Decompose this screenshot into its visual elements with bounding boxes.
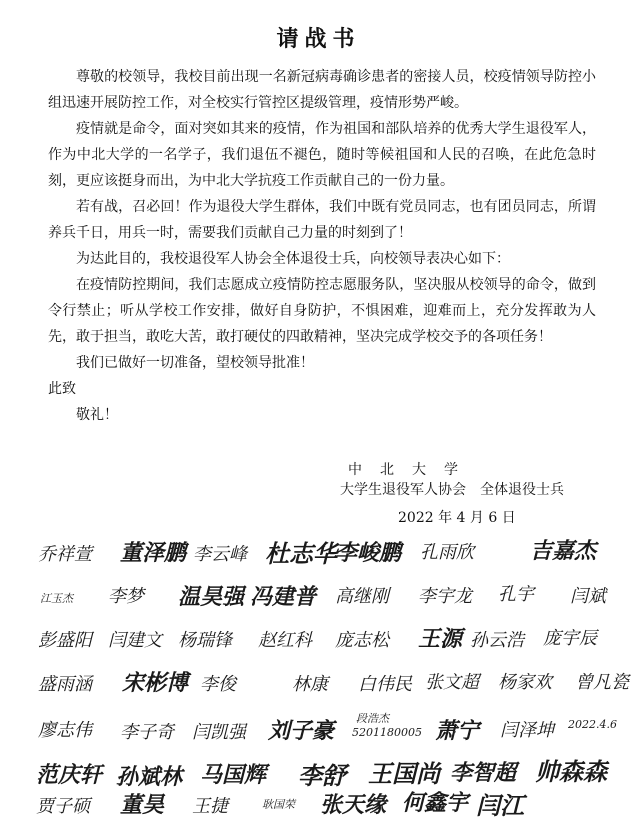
paragraph-4: 为达此目的，我校退役军人协会全体退役士兵，向校领导表决心如下： bbox=[76, 251, 510, 267]
signature: 闫泽坤 bbox=[500, 720, 554, 741]
signature: 孔雨欣 bbox=[420, 542, 474, 563]
signature: 孔宇 bbox=[498, 584, 534, 605]
school-name: 中北大学 bbox=[348, 462, 476, 478]
signature: 张天缘 bbox=[320, 792, 387, 818]
signature: 段浩杰 bbox=[356, 712, 389, 725]
handwritten-signatures bbox=[0, 530, 637, 818]
signature: 李峻鹏 bbox=[335, 540, 402, 566]
association-name: 大学生退役军人协会 bbox=[340, 482, 466, 498]
signature: 李舒 bbox=[298, 761, 346, 790]
signature: 孙云浩 bbox=[470, 630, 524, 651]
signature: 贾子硕 bbox=[36, 796, 90, 817]
signature: 董昊 bbox=[120, 792, 165, 818]
paragraph-6: 我们已做好一切准备，望校领导批准！ bbox=[76, 355, 314, 371]
signature: 庞宇辰 bbox=[543, 628, 597, 649]
signature: 萧宁 bbox=[435, 718, 480, 744]
signature: 温昊强 bbox=[178, 584, 245, 610]
document-title: 请战书 bbox=[276, 27, 361, 52]
paragraph-2: 疫情就是命令，面对突如其来的疫情，作为祖国和部队培养的优秀大学生退役军人，作为中北大学的一名学子，我们退伍不褪色，随时等候祖国和人民的召唤，在此危急时刻，更应该挺身而出，为中北大学抗疫工作贡献自己的一份力量。 bbox=[48, 121, 596, 189]
letter-body bbox=[48, 64, 596, 428]
signature: 林康 bbox=[292, 674, 328, 695]
signature: 李梦 bbox=[108, 586, 144, 607]
org-row bbox=[340, 480, 610, 500]
signature: 杨家欢 bbox=[498, 672, 552, 693]
paragraph-1: 尊敬的校领导，我校目前出现一名新冠病毒确诊患者的密接人员，校疫情领导防控小组迅速开展防控工作，对全校实行管控区提级管理，疫情形势严峻。 bbox=[48, 69, 596, 111]
signature: 张文超 bbox=[425, 672, 479, 693]
signature: 庞志松 bbox=[335, 630, 389, 651]
paragraph-3: 若有战，召必回！作为退役大学生群体，我们中既有党员同志，也有团员同志，所谓养兵千日，用兵一时，需要我们贡献自己力量的时刻到了！ bbox=[48, 199, 596, 241]
signature: 王国尚 bbox=[368, 759, 440, 788]
signature: 王源 bbox=[418, 626, 463, 652]
signature: 赵红科 bbox=[258, 630, 312, 651]
signature-block bbox=[340, 460, 610, 528]
signature: 杨瑞锋 bbox=[178, 630, 232, 651]
signature: 乔祥萱 bbox=[38, 544, 92, 565]
signature: 2022.4.6 bbox=[568, 718, 617, 731]
signature: 闫江 bbox=[476, 791, 524, 820]
signature: 王捷 bbox=[192, 796, 228, 817]
signature: 李宇龙 bbox=[418, 586, 472, 607]
signature: 江玉杰 bbox=[40, 592, 73, 605]
signature: 吉嘉杰 bbox=[530, 538, 597, 564]
signature: 曾凡瓷 bbox=[575, 672, 629, 693]
signature: 李智超 bbox=[450, 760, 517, 786]
signature: 宋彬博 bbox=[122, 670, 189, 696]
signature: 范庆轩 bbox=[36, 762, 103, 788]
signature: 冯建普 bbox=[250, 584, 317, 610]
salutation: 此致 bbox=[48, 381, 76, 397]
signature: 白伟民 bbox=[358, 674, 412, 695]
letter-date: 2022 年 4 月 6 日 bbox=[398, 510, 516, 526]
signature: 何鑫宇 bbox=[402, 790, 469, 816]
signature: 李云峰 bbox=[193, 544, 247, 565]
signature: 帅森森 bbox=[535, 757, 607, 786]
regards: 敬礼！ bbox=[76, 407, 118, 423]
signature: 刘子豪 bbox=[268, 718, 335, 744]
signature: 高继刚 bbox=[335, 586, 389, 607]
signature: 耿国荣 bbox=[262, 798, 295, 811]
signature: 闫建文 bbox=[108, 630, 162, 651]
signature: 彭盛阳 bbox=[38, 630, 92, 651]
signature: 李俊 bbox=[200, 674, 236, 695]
signature: 孙斌林 bbox=[116, 764, 183, 790]
paragraph-5: 在疫情防控期间，我们志愿成立疫情防控志愿服务队，坚决服从校领导的命令，做到令行禁止；听从学校工作安排，做好自身防护，不惧困难，迎难而上，充分发挥敢为人先，敢于担当，敢吃大苦，敢打硬仗的四敢精神，坚决完成学校交予的各项任务！ bbox=[48, 277, 596, 345]
signature: 闫斌 bbox=[570, 586, 606, 607]
signature: 闫凯强 bbox=[192, 722, 246, 743]
signature: 马国辉 bbox=[200, 762, 267, 788]
signature: 廖志伟 bbox=[38, 720, 92, 741]
signature: 盛雨涵 bbox=[38, 674, 92, 695]
signature: 李子奇 bbox=[120, 722, 174, 743]
signature: 5201180005 bbox=[352, 726, 422, 739]
signature: 董泽鹏 bbox=[120, 540, 187, 566]
signers-label: 全体退役士兵 bbox=[480, 482, 564, 498]
signature: 杜志华 bbox=[265, 539, 337, 568]
